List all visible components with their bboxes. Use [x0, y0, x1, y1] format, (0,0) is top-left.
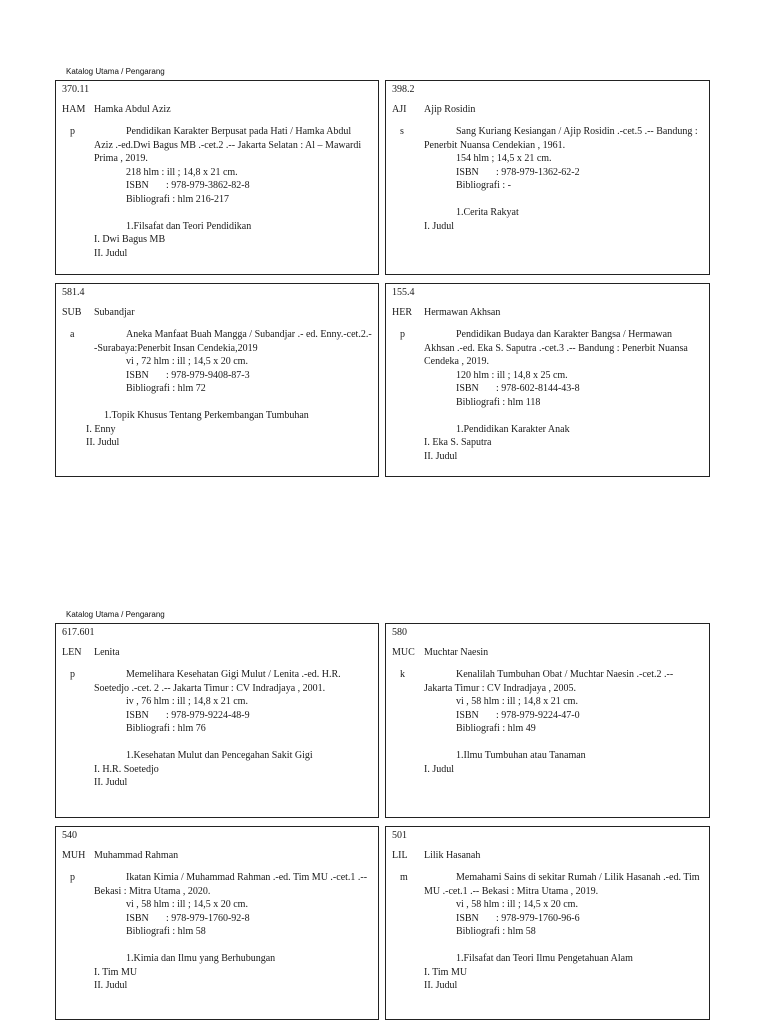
bibliography: Bibliografi : -: [456, 180, 511, 191]
isbn-label: ISBN: [456, 912, 479, 924]
author-name: Subandjar: [94, 307, 135, 318]
isbn-value: : 978-979-3862-82-8: [166, 180, 250, 191]
catalog-card: [55, 283, 379, 477]
isbn-value: : 978-979-1760-96-6: [496, 912, 580, 924]
bibliography: Bibliografi : hlm 216-217: [126, 193, 230, 205]
title-statement: Sang Kuriang Kesiangan / Ajip Rosidin .-cet.5 .-- Bandung : Penerbit Nuansa Cendekian , 1961.: [424, 126, 698, 151]
title-statement: Pendidikan Budaya dan Karakter Bangsa / Hermawan Akhsan .-ed. Eka S. Saputra .-cet.3 .-- Bandung : Penerbit Nuansa Cendeka , 2019.: [424, 329, 688, 367]
card-body: [424, 668, 703, 776]
isbn-label: ISBN: [456, 166, 479, 178]
subject-heading: 1.Topik Khusus Tentang Perkembangan Tumbuhan: [104, 410, 309, 421]
bibliography: Bibliografi : hlm 58: [126, 926, 206, 937]
subject-heading: 1.Ilmu Tumbuhan atau Tanaman: [456, 750, 586, 761]
title-statement: Memelihara Kesehatan Gigi Mulut / Lenita .-ed. H.R. Soetedjo .-cet. 2 .-- Jakarta Timur : CV Indradjaya , 2001.: [94, 669, 341, 694]
author-code: MUH: [62, 850, 86, 861]
added-entry: II. Judul: [424, 450, 458, 462]
collation: iv , 76 hlm : ill ; 14,8 x 21 cm.: [126, 696, 248, 707]
isbn-row: [424, 709, 703, 723]
author-code: HAM: [62, 104, 86, 115]
author-code: SUB: [62, 307, 82, 318]
call-number: 617.601: [62, 627, 95, 638]
isbn-row: [94, 179, 372, 193]
card-body: [424, 328, 703, 463]
subject-heading: 1.Filsafat dan Teori Ilmu Pengetahuan Alam: [456, 953, 633, 964]
call-number: 398.2: [392, 84, 415, 95]
title-letter: s: [400, 126, 404, 137]
catalog-card: [55, 80, 379, 275]
isbn-row: [424, 166, 703, 180]
isbn-value: : 978-979-9224-47-0: [496, 709, 580, 721]
title-letter: p: [70, 872, 75, 883]
collation: vi , 58 hlm : ill ; 14,8 x 21 cm.: [456, 696, 578, 707]
author-name: Muchtar Naesin: [424, 647, 489, 658]
author-name: Lenita: [94, 647, 120, 658]
card-body: [424, 125, 703, 233]
added-entry: II. Judul: [94, 980, 128, 991]
subject-heading: 1.Filsafat dan Teori Pendidikan: [126, 220, 252, 232]
call-number: 370.11: [62, 84, 90, 95]
call-number: 540: [62, 830, 77, 841]
isbn-value: : 978-979-9224-48-9: [166, 709, 250, 721]
subject-heading: 1.Cerita Rakyat: [456, 207, 519, 218]
catalog-card: [55, 623, 379, 818]
call-number: 155.4: [392, 287, 415, 298]
author-name: Hermawan Akhsan: [424, 307, 501, 318]
collation: 218 hlm : ill ; 14,8 x 21 cm.: [126, 166, 238, 178]
isbn-label: ISBN: [126, 369, 149, 381]
added-entry: I. Judul: [424, 220, 454, 232]
collation: 120 hlm : ill ; 14,8 x 25 cm.: [456, 369, 568, 381]
subject-heading: 1.Kimia dan Ilmu yang Berhubungan: [126, 953, 276, 964]
author-name: Muhammad Rahman: [94, 850, 179, 861]
isbn-label: ISBN: [126, 709, 149, 721]
isbn-label: ISBN: [456, 709, 479, 721]
collation: vi , 72 hlm : ill ; 14,5 x 20 cm.: [126, 356, 248, 367]
isbn-row: [94, 709, 372, 723]
call-number: 580: [392, 627, 407, 638]
author-name: Ajip Rosidin: [424, 104, 476, 115]
author-code: LIL: [392, 850, 408, 861]
isbn-label: ISBN: [456, 383, 479, 394]
title-letter: p: [70, 126, 75, 137]
card-body: [94, 125, 372, 260]
title-letter: a: [70, 329, 75, 340]
bibliography: Bibliografi : hlm 58: [456, 926, 536, 937]
catalog-card: [385, 826, 710, 1020]
catalog-card: [55, 826, 379, 1020]
collation: vi , 58 hlm : ill ; 14,5 x 20 cm.: [456, 899, 578, 910]
call-number: 501: [392, 830, 407, 841]
added-entry: I. Tim MU: [94, 966, 138, 978]
collation: vi , 58 hlm : ill ; 14,5 x 20 cm.: [126, 899, 248, 910]
added-entry: I. Tim MU: [424, 966, 468, 978]
title-letter: k: [400, 669, 405, 680]
subject-heading: 1.Pendidikan Karakter Anak: [456, 423, 570, 435]
section-label: Katalog Utama / Pengarang: [66, 67, 165, 76]
bibliography: Bibliografi : hlm 72: [126, 383, 206, 394]
added-entry: II. Judul: [94, 247, 128, 259]
bibliography: Bibliografi : hlm 118: [456, 396, 541, 408]
title-statement: Kenalilah Tumbuhan Obat / Muchtar Naesin .-cet.2 .-- Jakarta Timur : CV Indradjaya , 2005.: [424, 669, 674, 694]
author-name: Hamka Abdul Aziz: [94, 104, 171, 115]
isbn-row: [424, 912, 703, 926]
added-entry: I. Eka S. Saputra: [424, 437, 492, 448]
subject-heading: 1.Kesehatan Mulut dan Pencegahan Sakit Gigi: [126, 750, 313, 761]
isbn-row: [94, 912, 372, 926]
author-code: LEN: [62, 647, 82, 658]
card-body: [86, 328, 372, 450]
title-letter: p: [70, 669, 75, 680]
title-letter: m: [400, 872, 408, 883]
isbn-value: : 978-979-9408-87-3: [166, 369, 250, 381]
isbn-label: ISBN: [126, 912, 149, 924]
author-code: HER: [392, 307, 412, 318]
title-letter: p: [400, 329, 405, 340]
card-body: [424, 871, 703, 993]
bibliography: Bibliografi : hlm 49: [456, 723, 536, 734]
isbn-value: : 978-979-1760-92-8: [166, 912, 250, 924]
title-statement: Ikatan Kimia / Muhammad Rahman .-ed. Tim MU .-cet.1 .-- Bekasi : Mitra Utama , 2020.: [94, 872, 368, 897]
catalog-card: [385, 623, 710, 818]
author-name: Lilik Hasanah: [424, 850, 481, 861]
isbn-row: [94, 369, 372, 383]
card-body: [94, 871, 372, 993]
added-entry: II. Judul: [86, 437, 120, 448]
title-statement: Aneka Manfaat Buah Mangga / Subandjar .- ed. Enny.-cet.2.--Surabaya:Penerbit Insan Cendekia,2019: [94, 329, 372, 354]
isbn-value: : 978-602-8144-43-8: [496, 383, 580, 394]
catalog-card: [385, 283, 710, 477]
section-label: Katalog Utama / Pengarang: [66, 610, 165, 619]
added-entry: I. Dwi Bagus MB: [94, 234, 166, 245]
collation: 154 hlm ; 14,5 x 21 cm.: [456, 153, 552, 164]
isbn-value: : 978-979-1362-62-2: [496, 166, 580, 178]
added-entry: I. H.R. Soetedjo: [94, 763, 159, 775]
added-entry: I. Judul: [424, 763, 454, 775]
call-number: 581.4: [62, 287, 85, 298]
added-entry: II. Judul: [424, 980, 458, 991]
added-entry: II. Judul: [94, 777, 128, 788]
added-entry: I. Enny: [86, 423, 116, 435]
author-code: MUC: [392, 647, 415, 658]
catalog-card: [385, 80, 710, 275]
title-statement: Pendidikan Karakter Berpusat pada Hati / Hamka Abdul Aziz .-ed.Dwi Bagus MB .-cet.2 .-- Jakarta Selatan : Al – Mawardi Prima , 2019.: [94, 126, 362, 164]
isbn-row: [424, 382, 703, 396]
isbn-label: ISBN: [126, 180, 149, 191]
card-body: [94, 668, 372, 790]
author-code: AJI: [392, 104, 407, 115]
bibliography: Bibliografi : hlm 76: [126, 723, 206, 734]
title-statement: Memahami Sains di sekitar Rumah / Lilik Hasanah .-ed. Tim MU .-cet.1 .-- Bekasi : Mitra Utama , 2019.: [424, 872, 700, 897]
